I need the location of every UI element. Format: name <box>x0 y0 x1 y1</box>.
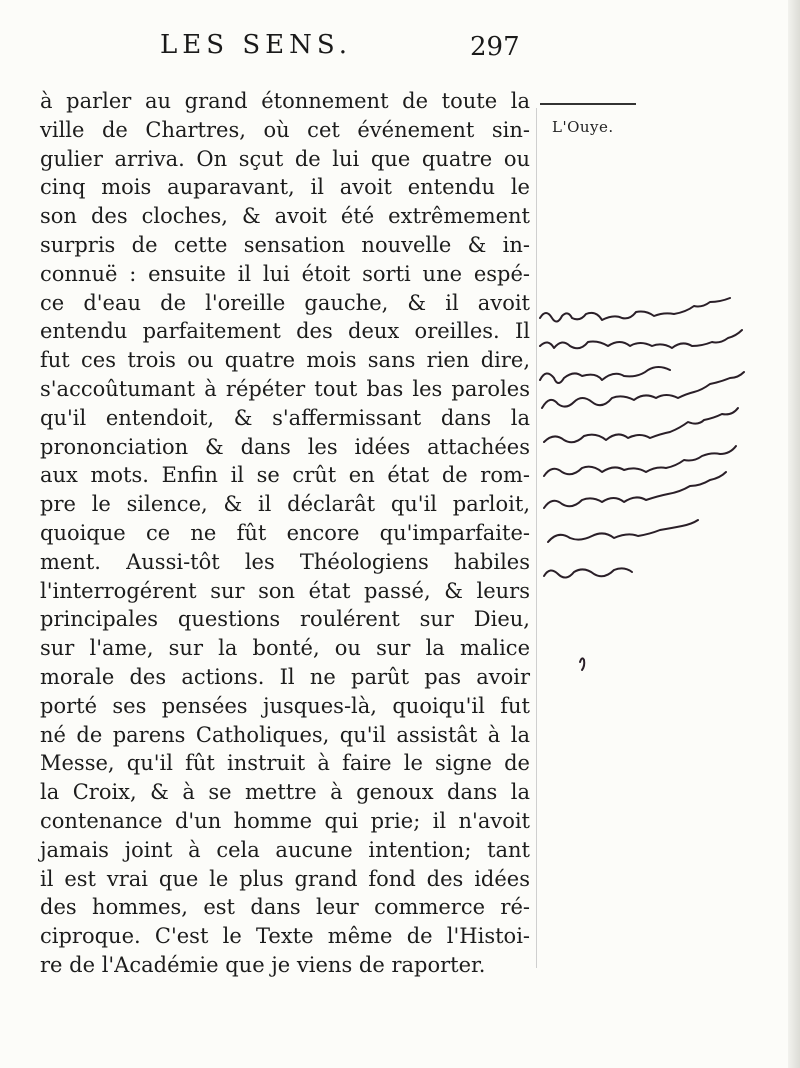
text-line: aux mots. Enfin il se crût en état de rom- <box>40 463 530 488</box>
text-line: quoique ce ne fût encore qu'imparfaite- <box>40 520 530 545</box>
handwritten-annotation-icon <box>530 290 795 710</box>
text-line: gulier arriva. On sçut de lui que quatre ou <box>40 146 530 171</box>
text-line: ce d'eau de l'oreille gauche, & il avoit <box>40 290 530 315</box>
body-text <box>40 87 530 980</box>
text-line: la Croix, & à se mettre à genoux dans la <box>40 780 530 805</box>
text-line: porté ses pensées jusques-là, quoiqu'il fut <box>40 693 530 718</box>
text-line: des hommes, est dans leur commerce ré- <box>40 895 530 920</box>
text-line: cinq mois auparavant, il avoit entendu le <box>40 175 530 200</box>
running-title: LES SENS. <box>160 30 353 60</box>
text-line: ment. Aussi-tôt les Théologiens habiles <box>40 549 530 574</box>
text-line: s'accoûtumant à répéter tout bas les paroles <box>40 376 530 401</box>
text-line: sur l'ame, sur la bonté, ou sur la malice <box>40 636 530 661</box>
text-line: morale des actions. Il ne parût pas avoir <box>40 664 530 689</box>
text-line: l'interrogérent sur son état passé, & leurs <box>40 578 530 603</box>
text-line: jamais joint à cela aucune intention; tant <box>40 837 530 862</box>
text-line: pre le silence, & il déclarât qu'il parloit, <box>40 492 530 517</box>
text-line: fut ces trois ou quatre mois sans rien dire, <box>40 348 530 373</box>
text-line: son des cloches, & avoit été extrêmement <box>40 204 530 229</box>
text-line: surpris de cette sensation nouvelle & in- <box>40 232 530 257</box>
text-line: né de parens Catholiques, qu'il assistât à la <box>40 722 530 747</box>
text-line: ciproque. C'est le Texte même de l'Histoi- <box>40 924 530 949</box>
text-line: principales questions roulérent sur Dieu, <box>40 607 530 632</box>
text-line: qu'il entendoit, & s'affermissant dans la <box>40 405 530 430</box>
text-line: contenance d'un homme qui prie; il n'avoit <box>40 808 530 833</box>
text-line: il est vrai que le plus grand fond des idées <box>40 866 530 891</box>
text-line: ville de Chartres, où cet événement sin- <box>40 117 530 142</box>
text-line: re de l'Académie que je viens de raporter. <box>40 952 486 977</box>
text-line: prononciation & dans les idées attachées <box>40 434 530 459</box>
text-line: à parler au grand étonnement de toute la <box>40 89 530 113</box>
page-number: 297 <box>470 32 520 62</box>
text-line: entendu parfaitement des deux oreilles. Il <box>40 319 530 344</box>
text-line: connuë : ensuite il lui étoit sorti une espé- <box>40 261 530 286</box>
page-edge <box>788 0 800 1068</box>
text-line: Messe, qu'il fût instruit à faire le signe de <box>40 751 530 776</box>
margin-rule <box>540 103 636 105</box>
margin-note: L'Ouye. <box>552 118 614 136</box>
